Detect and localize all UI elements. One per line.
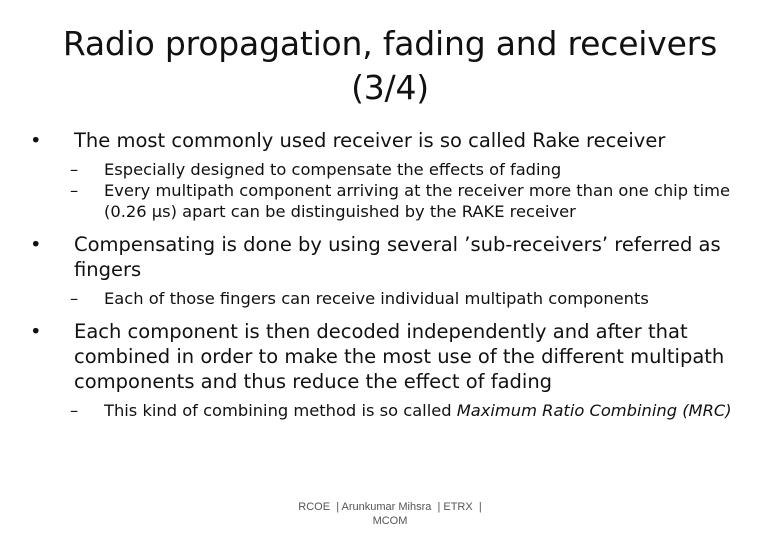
sub-bullet-text: This kind of combining method is so called <box>104 401 457 420</box>
sub-bullet-item <box>30 400 750 421</box>
sub-bullet-text: Each of those fingers can receive individual multipath components <box>104 289 649 308</box>
bullet-item <box>30 232 750 282</box>
sub-bullet-emphasis: Maximum Ratio Combining (MRC) <box>456 401 732 420</box>
bullet-icon: • <box>30 129 42 152</box>
bullet-text: Compensating is done by using several ’sub-receivers’ referred as fingers <box>74 233 721 281</box>
sub-bullet-list <box>30 400 750 421</box>
bullet-icon: • <box>30 233 42 256</box>
bullet-icon: • <box>30 320 42 343</box>
title-line-1: Radio propagation, fading and receivers <box>62 24 718 63</box>
bullet-text: Each component is then decoded independently and after that combined in order to make the most use of the different multipath components and thus reduce the effect of fading <box>74 320 725 393</box>
footer-line-1: RCOE | Arunkumar Mihsra | ETRX | <box>298 501 482 513</box>
sub-bullet-item <box>30 288 750 309</box>
sub-bullet-list <box>30 288 750 309</box>
sub-bullet-text: Especially designed to compensate the effects of fading <box>104 160 562 179</box>
title-line-2: (3/4) <box>351 68 429 107</box>
slide-body <box>30 128 750 431</box>
bullet-item <box>30 319 750 394</box>
sub-bullet-item <box>30 180 750 222</box>
bullet-text: The most commonly used receiver is so called Rake receiver <box>74 129 666 152</box>
sub-bullet-list <box>30 159 750 222</box>
dash-icon: – <box>70 289 79 308</box>
slide-footer <box>250 500 530 528</box>
dash-icon: – <box>70 401 79 420</box>
sub-bullet-text: Every multipath component arriving at the receiver more than one chip time (0.26 µs) apart can be distinguished by the RAKE receiver <box>104 181 730 221</box>
dash-icon: – <box>70 181 79 200</box>
bullet-item <box>30 128 750 153</box>
dash-icon: – <box>70 160 79 179</box>
slide-title <box>40 22 740 110</box>
footer-line-2: MCOM <box>372 515 408 527</box>
sub-bullet-item <box>30 159 750 180</box>
